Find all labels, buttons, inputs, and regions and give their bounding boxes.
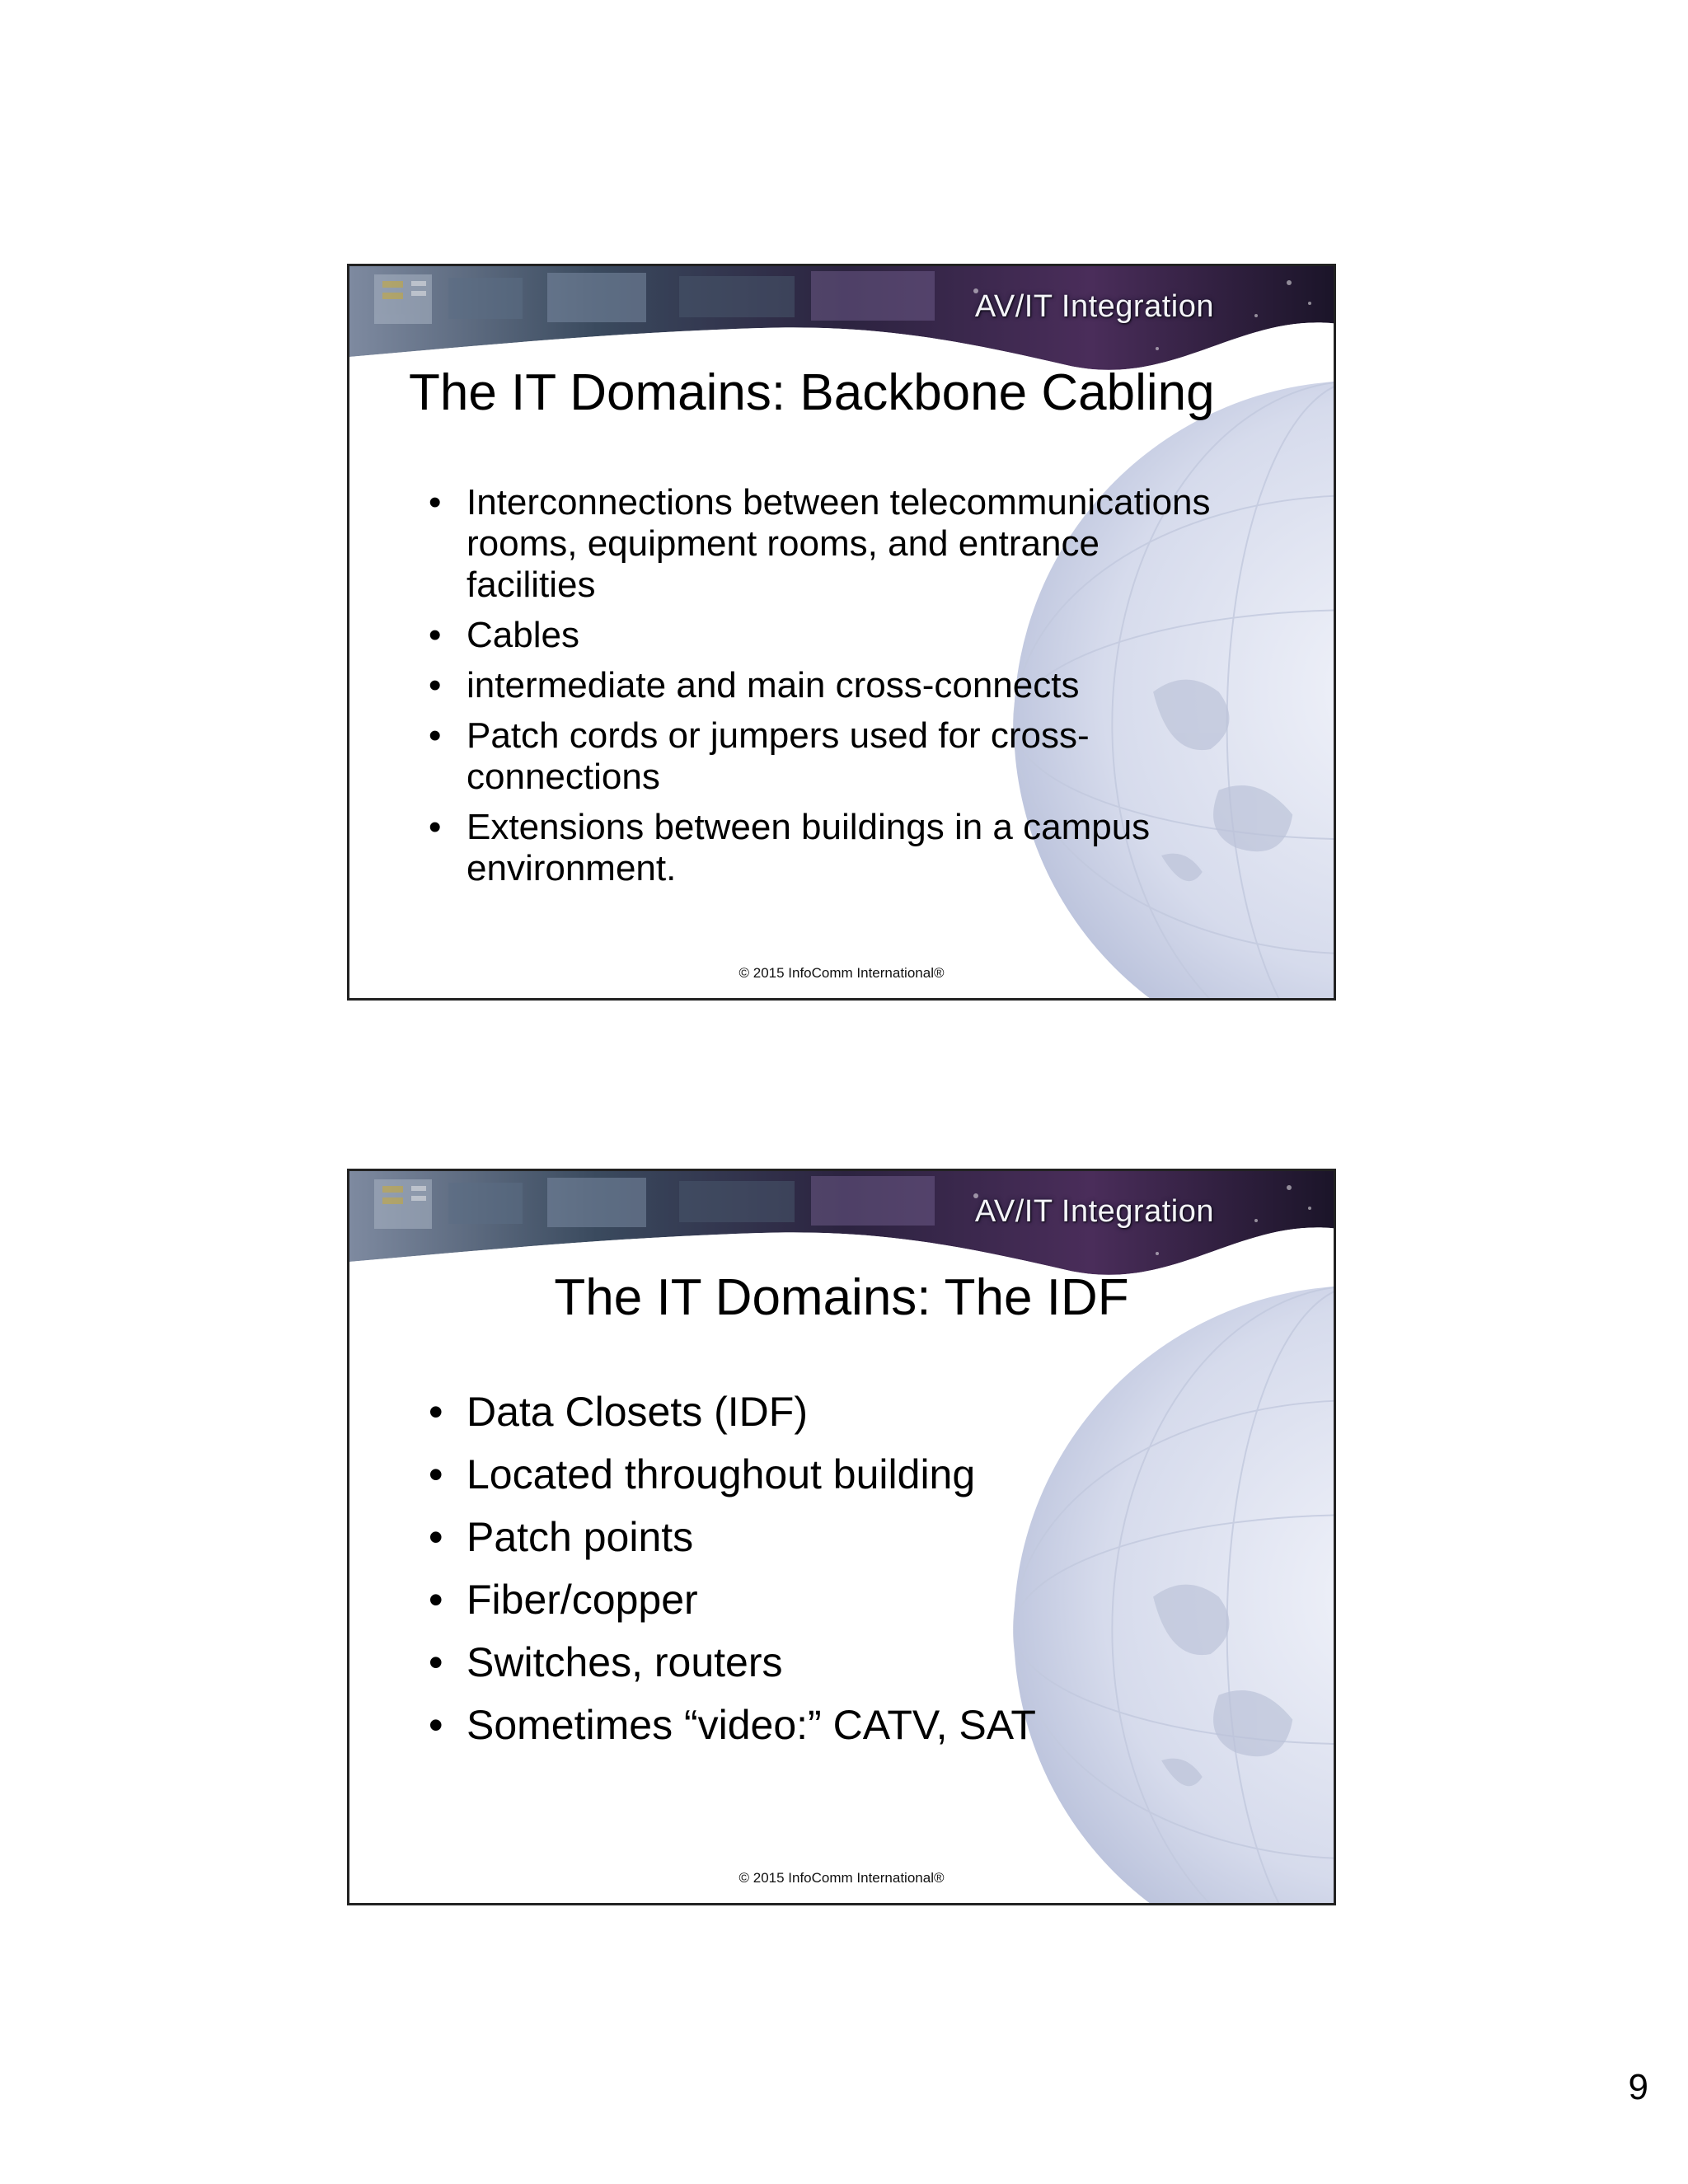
- slide-title: The IT Domains: The IDF: [554, 1269, 1129, 1326]
- bullet-icon: •: [429, 1639, 443, 1685]
- bullet-text: Extensions between buildings in a campus environment.: [467, 807, 1151, 888]
- bullet-icon: •: [429, 665, 442, 705]
- banner-title: AV/IT Integration: [974, 289, 1214, 324]
- bullet-text: Data Closets (IDF): [467, 1389, 808, 1435]
- bullet-item: [429, 1638, 1220, 1687]
- bullet-text: Located throughout building: [467, 1451, 976, 1497]
- bullet-icon: •: [429, 1451, 443, 1497]
- slide-footer: © 2015 InfoComm International®: [738, 965, 945, 981]
- slide-2: [347, 1169, 1336, 1905]
- bullet-icon: •: [429, 482, 442, 523]
- bullet-text: Switches, routers: [467, 1639, 783, 1685]
- bullet-item: [429, 1450, 1220, 1499]
- bullet-item: [429, 482, 1220, 606]
- slide-title: The IT Domains: Backbone Cabling: [409, 364, 1215, 421]
- bullet-icon: •: [429, 1702, 443, 1748]
- bullet-icon: •: [429, 1577, 443, 1623]
- bullet-item: [429, 665, 1220, 706]
- slide-1: [347, 264, 1336, 1001]
- bullet-icon: •: [429, 807, 442, 847]
- page-number: 9: [1628, 2067, 1648, 2107]
- bullet-text: Cables: [467, 615, 579, 655]
- slide-footer: © 2015 InfoComm International®: [738, 1870, 945, 1886]
- bullet-icon: •: [429, 1514, 443, 1560]
- bullet-text: Fiber/copper: [467, 1577, 698, 1623]
- bullet-text: Patch cords or jumpers used for cross-connections: [467, 715, 1090, 797]
- bullet-item: [429, 715, 1220, 798]
- bullet-list: [429, 482, 1220, 898]
- bullet-item: [429, 1512, 1220, 1562]
- bullet-item: [429, 1575, 1220, 1624]
- bullet-item: [429, 1387, 1220, 1436]
- bullet-icon: •: [429, 1389, 443, 1435]
- bullet-text: Sometimes “video:” CATV, SAT: [467, 1702, 1036, 1748]
- bullet-list: [429, 1387, 1220, 1763]
- bullet-item: [429, 1700, 1220, 1750]
- bullet-icon: •: [429, 615, 442, 655]
- bullet-text: Interconnections between telecommunications rooms, equipment rooms, and entrance facilities: [467, 482, 1211, 605]
- bullet-item: [429, 807, 1220, 889]
- bullet-text: intermediate and main cross-connects: [467, 665, 1080, 705]
- bullet-text: Patch points: [467, 1514, 694, 1560]
- bullet-icon: •: [429, 715, 442, 756]
- bullet-item: [429, 615, 1220, 656]
- banner-title: AV/IT Integration: [974, 1194, 1214, 1229]
